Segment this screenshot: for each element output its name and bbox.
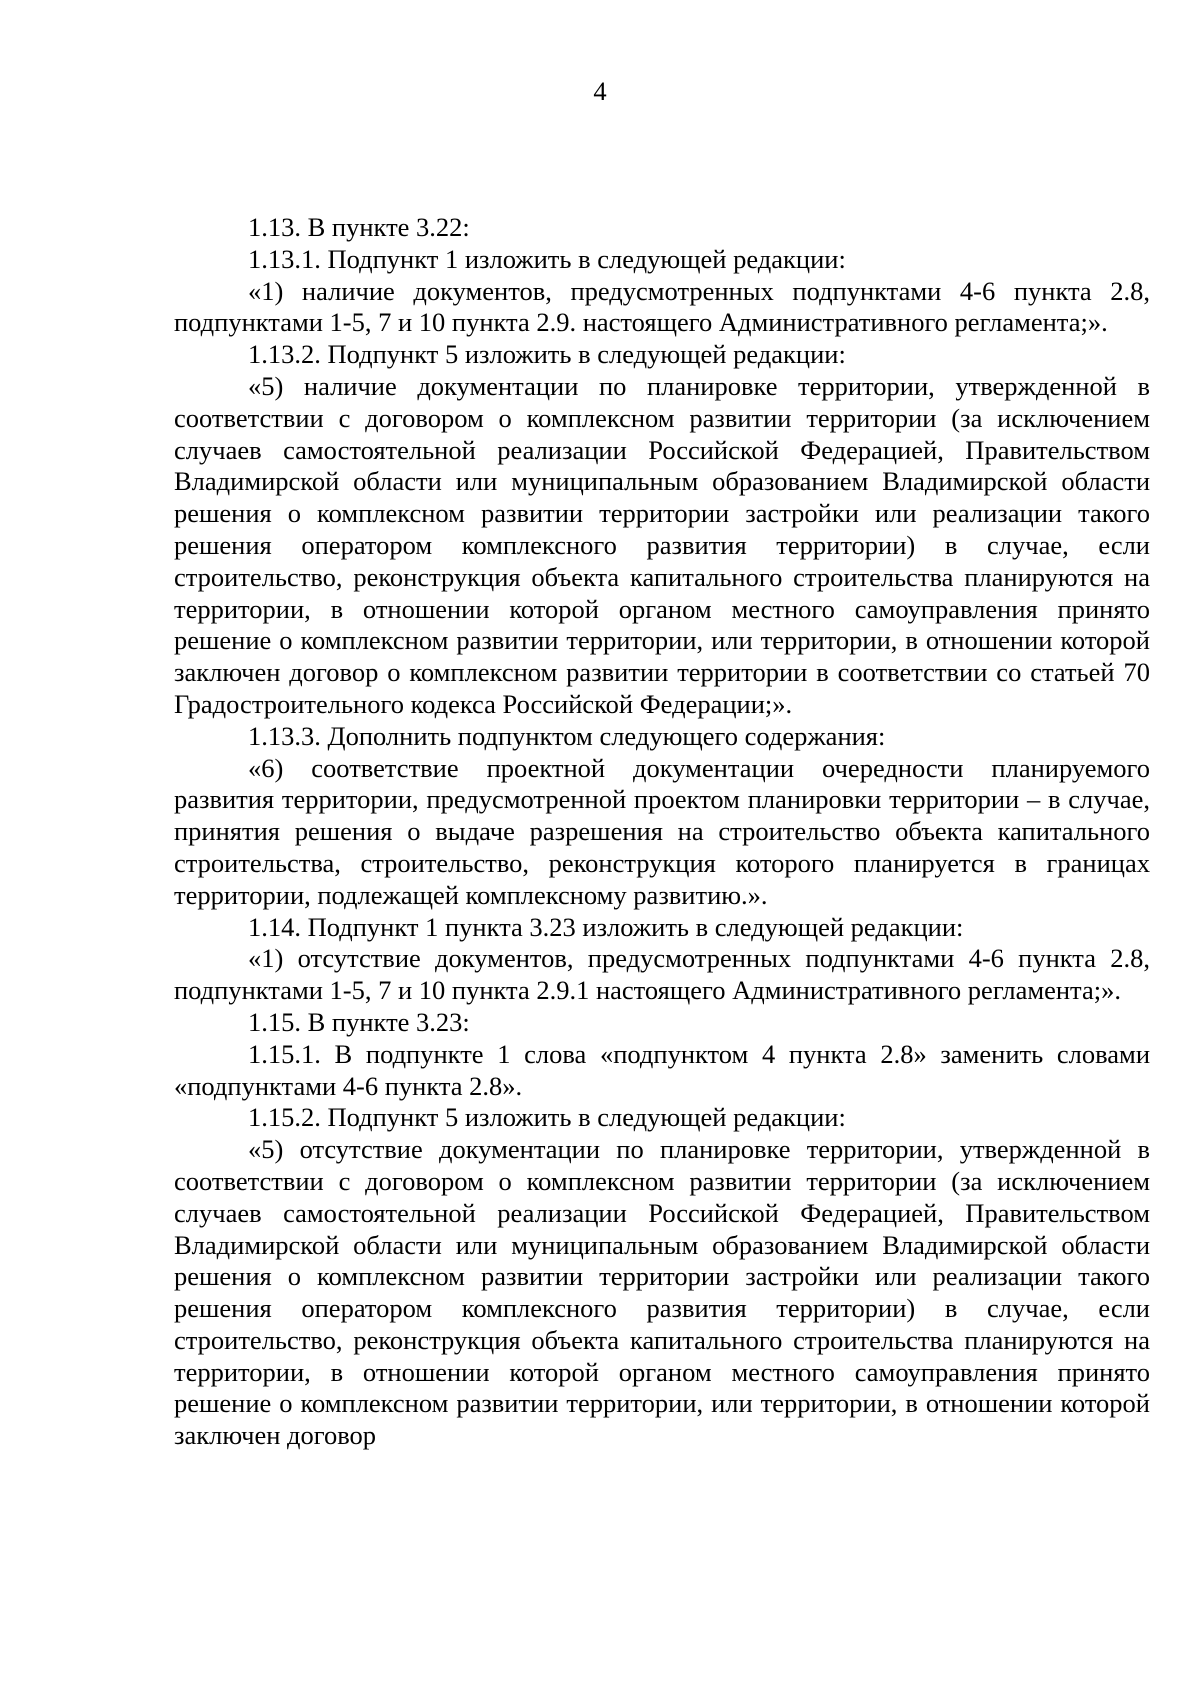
paragraph-1-13-2: 1.13.2. Подпункт 5 изложить в следующей редакции: — [248, 339, 846, 370]
quote-subitem-1-absence: «1) отсутствие документов, предусмотренных подпунктами 4-6 пункта 2.8, подпунктами 1-5, 7 и 10 пункта 2.9.1 настоящего Административного регламента;». — [174, 943, 1150, 1006]
quote-subitem-1-presence: «1) наличие документов, предусмотренных подпунктами 4-6 пункта 2.8, подпунктами 1-5, 7 и 10 пункта 2.9. настоящего Административного регламента;». — [174, 275, 1150, 338]
paragraph-1-13: 1.13. В пункте 3.22: — [248, 212, 470, 242]
quote-subitem-5-absence: «5) отсутствие документации по планировке территории, утвержденной в соответствии с договором о комплексном развитии территории (за исключением случаев самостоятельной реализации Российской Федерацией, Правительством Владимирской области или муниципальным образованием Владимирской области решения о комплексном развитии территории застройки или реализации такого решения оператором комплексного развития территории) в случае, если строительство, реконструкция объекта капитального строительства планируются на территории, в отношении которой органом местного самоуправления принято решение о комплексном развитии территории, или территории, в отношении которой заключен договор — [174, 1134, 1150, 1451]
document-body — [174, 212, 1150, 1452]
paragraph-1-13-3: 1.13.3. Дополнить подпунктом следующего содержания: — [248, 720, 886, 751]
paragraph-1-15-1: 1.15.1. В подпункте 1 слова «подпунктом 4 пункта 2.8» заменить словами «подпунктами 4-6 пункта 2.8». — [174, 1038, 1150, 1101]
page-number: 4 — [593, 76, 607, 106]
quote-subitem-6: «6) соответствие проектной документации очередности планируемого развития территории, предусмотренной проектом планировки территории – в случае, принятия решения о выдаче разрешения на строительство объекта капитального строительства, строительство, реконструкция которого планируется в границах территории, подлежащей комплексному развитию.». — [174, 752, 1150, 910]
paragraph-1-15: 1.15. В пункте 3.23: — [248, 1006, 470, 1037]
paragraph-1-13-1: 1.13.1. Подпункт 1 изложить в следующей редакции: — [248, 243, 846, 274]
paragraph-1-14: 1.14. Подпункт 1 пункта 3.23 изложить в следующей редакции: — [248, 911, 964, 942]
quote-subitem-5-presence: «5) наличие документации по планировке территории, утвержденной в соответствии с договором о комплексном развитии территории (за исключением случаев самостоятельной реализации Российской Федерацией, Правительством Владимирской области или муниципальным образованием Владимирской области решения о комплексном развитии территории застройки или реализации такого решения оператором комплексного развития территории) в случае, если строительство, реконструкция объекта капитального строительства планируются на территории, в отношении которой органом местного самоуправления принято решение о комплексном развитии территории, или территории, в отношении которой заключен договор о комплексном развитии территории в соответствии со статьей 70 Градостроительного кодекса Российской Федерации;». — [174, 370, 1150, 719]
paragraph-1-15-2: 1.15.2. Подпункт 5 изложить в следующей редакции: — [248, 1102, 846, 1133]
